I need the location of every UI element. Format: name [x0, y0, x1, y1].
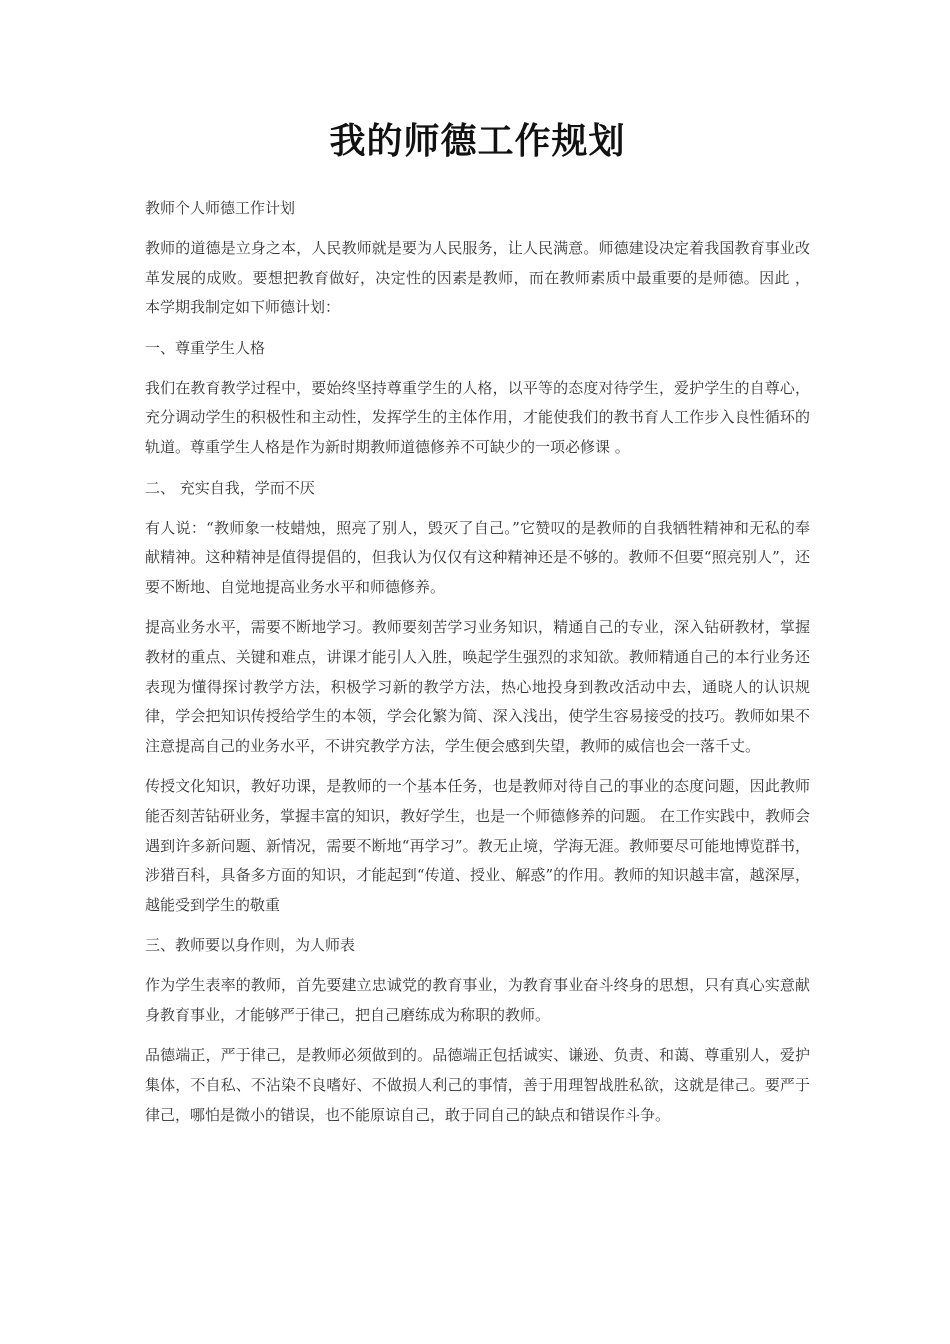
document-page — [145, 0, 810, 1130]
paragraph-self-discipline: 品德端正，严于律己，是教师必须做到的。品德端正包括诚实、谦逊、负责、和蔼、尊重别人，爱护集体，不自私、不沾染不良嗜好、不做损人利己的事情，善于用理智战胜私欲，这就是律己。要严于律己，哪怕是微小的错误，也不能原谅自己，敢于同自己的缺点和错误作斗争。 — [145, 1046, 810, 1124]
paragraph-intro: 教师的道德是立身之本，人民教师就是要为人民服务，让人民满意。师德建设决定着我国教育事业改革发展的成败。要想把教育做好，决定性的因素是教师，而在教师素质中最重要的是师德。因此 ， 本学期我制定如下师德计划： — [145, 239, 810, 317]
paragraph-candle: 有人说：“教师象一枝蜡烛，照亮了别人，毁灭了自己。”它赞叹的是教师的自我牺牲精神和无私的奉献精神。这种精神是值得提倡的，但我认为仅仅有这种精神还是不够的。教师不但要“照亮别人”，还要不断地、自觉地提高业务水平和师德修养。 — [145, 518, 810, 596]
paragraph-respect-students: 我们在教育教学过程中，要始终坚持尊重学生的人格，以平等的态度对待学生，爱护学生的自尊心，充分调动学生的积极性和主动性，发挥学生的主体作用，才能使我们的教书育人工作步入良性循环的轨道。尊重学生人格是作为新时期教师道德修养不可缺少的一项必修课 。 — [145, 378, 810, 456]
paragraph-improve-skills: 提高业务水平，需要不断地学习。教师要刻苦学习业务知识，精通自己的专业，深入钻研教材，掌握教材的重点、关键和难点，讲课才能引人入胜，唤起学生强烈的求知欲。教师精通自己的本行业务还表现为懂得探讨教学方法，积极学习新的教学方法，热心地投身到教改活动中去，通晓人的认识规律，学会把知识传授给学生的本领，学会化繁为简、深入浅出，使学生容易接受的技巧。教师如果不注意提高自己的业务水平，不讲究教学方法，学生便会感到失望，教师的威信也会一落千丈。 — [145, 618, 810, 755]
paragraph-teach-knowledge: 传授文化知识，教好功课，是教师的一个基本任务，也是教师对待自己的事业的态度问题，因此教师能否刻苦钻研业务，掌握丰富的知识，教好学生，也是一个师德修养的问题。 在工作实践中，教师会遇到许多新问题、新情况，需要不断地“再学习”。教无止境，学海无涯。教师要尽可能地博览群书，涉猎百科，具备多方面的知识，才能起到“传道、授业、解惑”的作用。教师的知识越丰富，越深厚，越能受到学生的敬重 — [145, 777, 810, 914]
document-subtitle: 教师个人师德工作计划 — [145, 199, 296, 217]
paragraph-role-model: 作为学生表率的教师，首先要建立忠诚党的教育事业，为教育事业奋斗终身的思想，只有真心实意献身教育事业，才能够严于律己，把自己磨练成为称职的教师。 — [145, 976, 810, 1024]
section-heading-3: 三、教师要以身作则，为人师表 — [145, 936, 356, 955]
section-heading-1: 一、尊重学生人格 — [145, 338, 266, 357]
page-title: 我的师德工作规划 — [329, 120, 626, 162]
section-heading-2: 二、 充实自我，学而不厌 — [145, 478, 315, 497]
